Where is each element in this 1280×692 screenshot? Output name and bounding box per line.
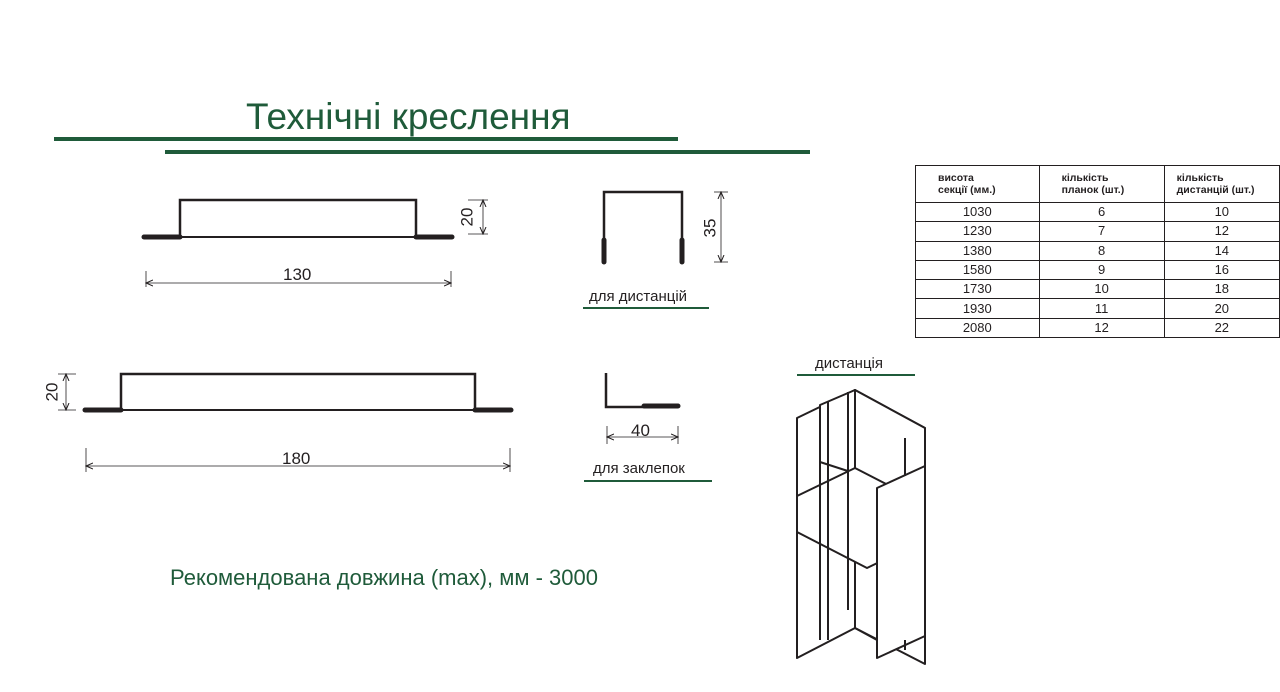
header-distance-count: кількість дистанцій (шт.) [1164,166,1279,203]
dim-profile1-width: 130 [283,265,312,284]
table-row [916,280,1280,299]
caption-distance-iso-underline [797,374,915,376]
header-slat-count: кількість планок (шт.) [1039,166,1164,203]
table-cell: 16 [1164,260,1279,279]
dim-distance-height: 35 [700,218,720,238]
table-cell: 10 [1039,280,1164,299]
table-cell: 8 [1039,241,1164,260]
table-row [916,222,1280,241]
profile-180-drawing [85,374,511,410]
caption-for-rivets-underline [584,480,712,482]
distance-isometric-drawing [797,390,925,664]
caption-for-distance-underline [583,307,709,309]
table-cell: 20 [1164,299,1279,318]
table-row [916,241,1280,260]
table-row [916,318,1280,337]
rivet-profile-drawing [606,373,678,407]
dim-profile2-width: 180 [282,449,311,468]
table-cell: 1580 [916,260,1040,279]
table-cell: 6 [1039,203,1164,222]
table-row [916,260,1280,279]
table-cell: 1380 [916,241,1040,260]
dim-profile1-height: 20 [457,207,477,227]
table-cell: 14 [1164,241,1279,260]
table-cell: 12 [1164,222,1279,241]
page-title: Технічні креслення [246,96,571,137]
profile-130-drawing [144,200,452,237]
table-cell: 7 [1039,222,1164,241]
header-section-height: висота секції (мм.) [916,166,1040,203]
recommended-length-note: Рекомендована довжина (max), мм - 3000 [170,565,599,590]
table-cell: 1030 [916,203,1040,222]
table-cell: 9 [1039,260,1164,279]
table-cell: 22 [1164,318,1279,337]
caption-for-rivets: для заклепок [593,460,685,477]
table-cell: 1730 [916,280,1040,299]
table-row [916,299,1280,318]
dim-profile2-height: 20 [42,382,62,402]
table-cell: 18 [1164,280,1279,299]
table-cell: 1230 [916,222,1040,241]
table-cell: 1930 [916,299,1040,318]
profile-130-dim-lines [146,200,488,287]
caption-for-distance: для дистанцій [589,288,688,305]
table-cell: 10 [1164,203,1279,222]
table-cell: 2080 [916,318,1040,337]
table-cell: 12 [1039,318,1164,337]
table-cell: 11 [1039,299,1164,318]
table-row [916,203,1280,222]
caption-distance-iso: дистанція [815,355,884,372]
spec-table [915,165,1280,338]
spec-table-header-row [916,166,1280,203]
dim-rivet-width: 40 [631,421,650,440]
distance-profile-drawing [604,192,682,262]
